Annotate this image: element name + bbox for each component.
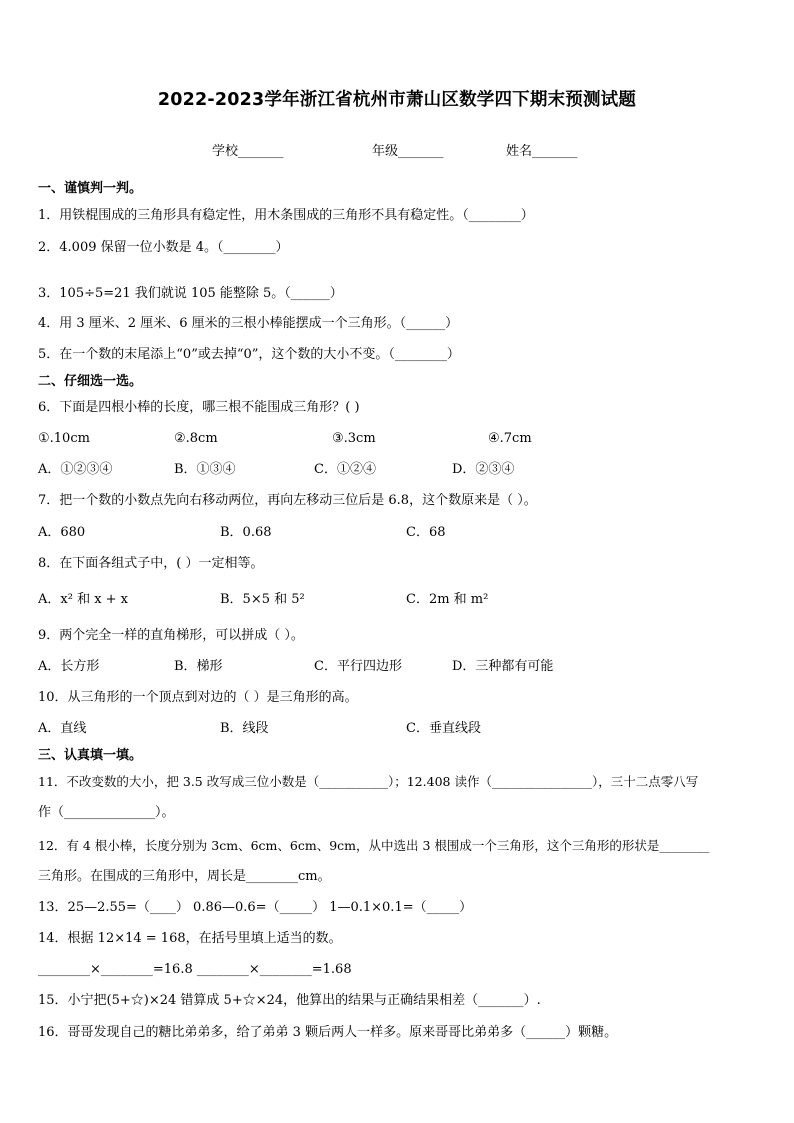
question-6: 6．下面是四根小棒的长度，哪三根不能围成三角形？( ) bbox=[38, 400, 360, 415]
question-16: 16．哥哥发现自己的糖比弟弟多，给了弟弟 3 颗后两人一样多。原来哥哥比弟弟多（______）颗糖。 bbox=[38, 1025, 618, 1040]
page-title: 2022-2023学年浙江省杭州市萧山区数学四下期末预测试题 bbox=[157, 90, 637, 110]
q7-option-c: C．68 bbox=[406, 525, 446, 540]
q6-option-d: D．②③④ bbox=[452, 462, 515, 477]
q6-item-2: ②.8cm bbox=[174, 431, 218, 446]
grade-field: 年级_______ bbox=[372, 144, 444, 159]
question-1: 1．用铁棍围成的三角形具有稳定性，用木条围成的三角形不具有稳定性。（________） bbox=[38, 208, 534, 223]
name-field: 姓名_______ bbox=[506, 144, 578, 159]
question-2: 2．4.009 保留一位小数是 4。（________） bbox=[38, 240, 289, 255]
question-12-line-1: 12．有 4 根小棒，长度分别为 3cm、6cm、6cm、9cm，从中选出 3 根围成一个三角形，这个三角形的形状是________ bbox=[38, 838, 710, 853]
q6-item-1: ①.10cm bbox=[38, 431, 90, 446]
question-7: 7．把一个数的小数点先向右移动两位，再向左移动三位后是 6.8，这个数原来是（ ）。 bbox=[38, 493, 537, 508]
q8-option-b: B．5×5 和 5² bbox=[220, 592, 305, 607]
q8-option-c: C．2m 和 m² bbox=[406, 592, 489, 607]
q6-option-a: A．①②③④ bbox=[38, 462, 113, 477]
question-11-line-2: 作（______________）。 bbox=[38, 805, 175, 820]
question-8: 8．在下面各组式子中，( ）一定相等。 bbox=[38, 556, 264, 571]
question-12-line-2: 三角形。在围成的三角形中，周长是________cm。 bbox=[38, 869, 331, 884]
q9-option-b: B．梯形 bbox=[174, 659, 223, 674]
question-9: 9．两个完全一样的直角梯形，可以拼成（ ）。 bbox=[38, 628, 304, 643]
q7-option-a: A．680 bbox=[38, 525, 86, 540]
q8-option-a: A．x² 和 x + x bbox=[38, 592, 129, 607]
q6-option-b: B．①③④ bbox=[174, 462, 236, 477]
q6-item-4: ④.7cm bbox=[488, 431, 532, 446]
question-4: 4．用 3 厘米、2 厘米、6 厘米的三根小棒能摆成一个三角形。（______） bbox=[38, 316, 459, 331]
question-5: 5．在一个数的末尾添上“0”或去掉“0”，这个数的大小不变。（________） bbox=[38, 347, 460, 362]
q6-item-3: ③.3cm bbox=[332, 431, 376, 446]
question-3: 3．105÷5=21 我们就说 105 能整除 5。（______） bbox=[38, 286, 343, 301]
q9-option-a: A．长方形 bbox=[38, 659, 100, 674]
q10-option-a: A．直线 bbox=[38, 721, 87, 736]
q10-option-b: B．线段 bbox=[220, 721, 269, 736]
section-2-heading: 二、仔细选一选。 bbox=[38, 374, 143, 389]
q10-option-c: C．垂直线段 bbox=[406, 721, 481, 736]
section-1-heading: 一、谨慎判一判。 bbox=[38, 181, 143, 196]
question-10: 10．从三角形的一个顶点到对边的（ ）是三角形的高。 bbox=[38, 690, 358, 705]
q6-option-c: C．①②④ bbox=[314, 462, 376, 477]
question-15: 15．小宁把(5+☆)×24 错算成 5+☆×24，他算出的结果与正确结果相差（_______）. bbox=[38, 993, 541, 1008]
q9-option-c: C．平行四边形 bbox=[314, 659, 402, 674]
question-11-line-1: 11．不改变数的大小，把 3.5 改写成三位小数是（___________）；12.408 读作（________________），三十二点零八写 bbox=[38, 774, 699, 789]
question-14-line-2: ________×________=16.8 ________×________=1.68 bbox=[38, 962, 352, 977]
school-field: 学校_______ bbox=[212, 144, 284, 159]
question-13: 13．25—2.55=（____） 0.86—0.6=（_____） 1—0.1×0.1=（_____） bbox=[38, 900, 473, 915]
question-14-line-1: 14．根据 12×14 = 168，在括号里填上适当的数。 bbox=[38, 931, 342, 946]
section-3-heading: 三、认真填一填。 bbox=[38, 748, 143, 763]
q7-option-b: B．0.68 bbox=[220, 525, 272, 540]
q9-option-d: D．三种都有可能 bbox=[452, 659, 554, 674]
